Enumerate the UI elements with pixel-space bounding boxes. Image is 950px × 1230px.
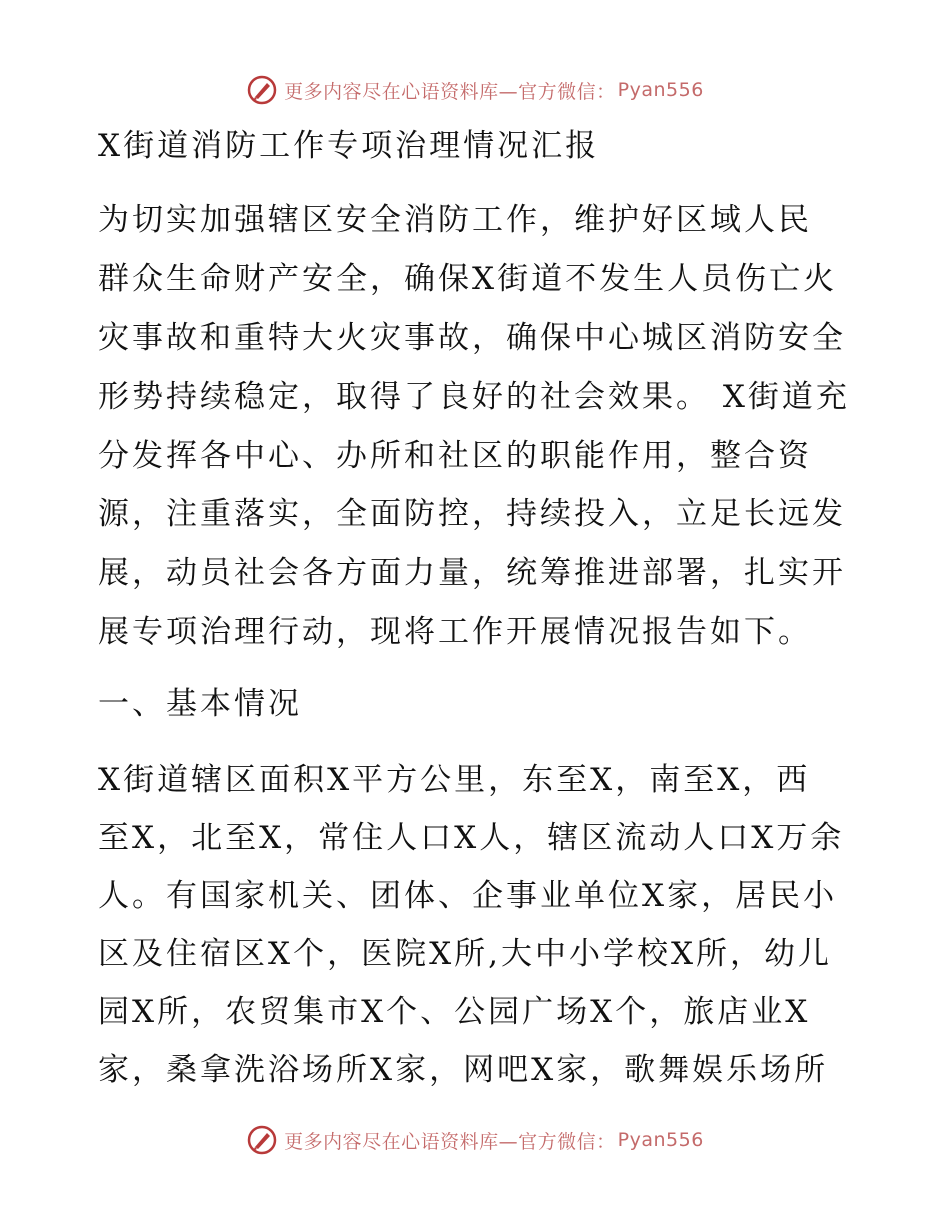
paragraph-line: 为切实加强辖区安全消防工作，维护好区域人民 xyxy=(98,202,812,238)
pen-logo-icon xyxy=(246,74,278,106)
paragraph-line: 灾事故和重特大火灾事故，确保中心城区消防安全 xyxy=(98,320,846,356)
watermark-wechat-id: Pyan556 xyxy=(617,1129,704,1151)
paragraph-line: 家，桑拿洗浴场所X家，网吧X家，歌舞娱乐场所 xyxy=(98,1052,829,1088)
watermark-text: 更多内容尽在心语资料库—官方微信： xyxy=(284,1130,616,1153)
paragraph-line: X街道辖区面积X平方公里，东至X，南至X，西 xyxy=(98,762,811,798)
paragraph-line: 群众生命财产安全，确保X街道不发生人员伤亡火 xyxy=(98,261,838,297)
section-heading: 一、基本情况 xyxy=(98,686,302,722)
document-title: X街道消防工作专项治理情况汇报 xyxy=(98,128,600,164)
paragraph-line: 展，动员社会各方面力量，统筹推进部署，扎实开 xyxy=(98,555,846,591)
pen-logo-icon xyxy=(246,1124,278,1156)
paragraph-line: 园X所，农贸集市X个、公园广场X个，旅店业X xyxy=(98,994,811,1030)
watermark-wechat-id: Pyan556 xyxy=(617,79,704,101)
paragraph-line: 源，注重落实，全面防控，持续投入，立足长远发 xyxy=(98,496,846,532)
watermark-text: 更多内容尽在心语资料库—官方微信： xyxy=(284,80,616,103)
paragraph-line: 人。有国家机关、团体、企事业单位X家，居民小 xyxy=(98,878,838,914)
paragraph-line: 形势持续稳定，取得了良好的社会效果。 X街道充 xyxy=(98,379,850,415)
header-watermark xyxy=(0,70,950,110)
paragraph-line: 至X，北至X，常住人口X人，辖区流动人口X万余 xyxy=(98,820,845,856)
paragraph-line: 区及住宿区X个，医院X所,大中小学校X所，幼儿 xyxy=(98,936,833,972)
footer-watermark xyxy=(0,1120,950,1160)
paragraph-line: 展专项治理行动，现将工作开展情况报告如下。 xyxy=(98,614,812,650)
paragraph-line: 分发挥各中心、办所和社区的职能作用，整合资 xyxy=(98,438,812,474)
